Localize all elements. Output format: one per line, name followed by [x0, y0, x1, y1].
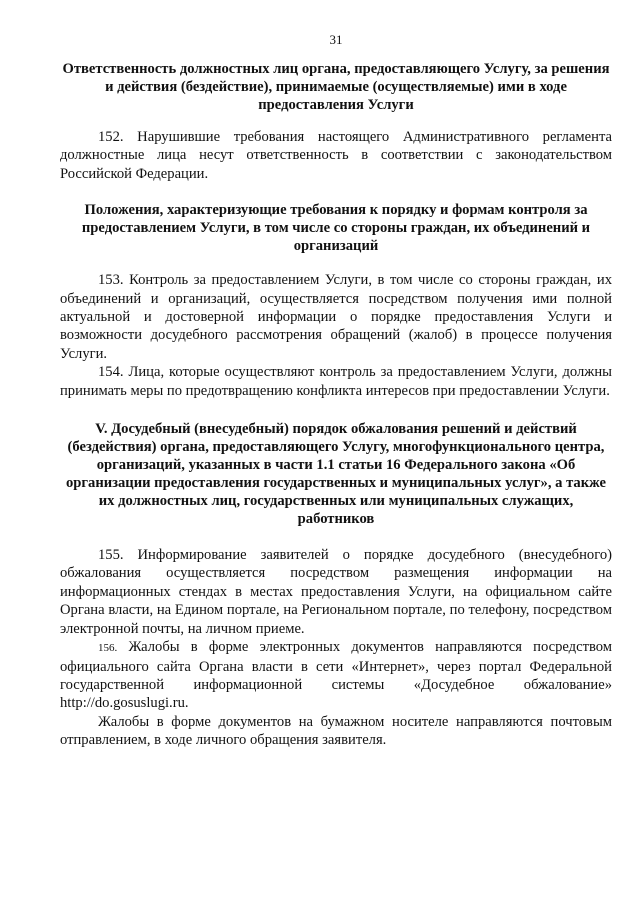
paragraph-154: 154. Лица, которые осуществляют контроль за предоставлением Услуги, должны принимать меры по предотвращению конфликта интересов при предоставлении Услуги. [60, 364, 612, 399]
document-page [60, 32, 612, 750]
section-heading-appeal: V. Досудебный (внесудебный) порядок обжалования решений и действий (бездействия) органа, предоставляющего Услугу, многофункционального центра, организаций, указанных в части 1.1 статьи 16 Федерального закона «Об организации предоставления государственных и муниципальных услуг», а также их должностных лиц, государственных или муниципальных служащих, работников [65, 421, 606, 528]
paragraph-156-text: Жалобы в форме электронных документов направляются посредством официального сайта Органа власти в сети «Интернет», через портал Федеральной государственной информационной системы «Досудебное обжалование» http://do.gosuslugi.ru. [60, 639, 612, 712]
section-heading-responsibility: Ответственность должностных лиц органа, предоставляющего Услугу, за решения и действия (бездействие), принимаемые (осуществляемые) ими в ходе предоставления Услуги [62, 61, 610, 113]
paragraph-156-number: 156. [98, 642, 118, 655]
page-number: 31 [329, 32, 343, 47]
paragraph-156 [60, 638, 612, 713]
paragraph-153: 153. Контроль за предоставлением Услуги, в том числе со стороны граждан, их объединений и организаций, осуществляется посредством получения ими полной актуальной и достоверной информации о порядке предоставления Услуги и возможности досудебного рассмотрения обращений (жалоб) в процессе получения Услуги. [60, 272, 612, 362]
paragraph-paper-complaints: Жалобы в форме документов на бумажном носителе направляются почтовым отправлением, в ходе личного обращения заявителя. [60, 713, 612, 749]
paragraph-155: 155. Информирование заявителей о порядке досудебного (внесудебного) обжалования осуществляется посредством размещения информации на информационных стендах в местах предоставления Услуги, на официальном сайте Органа власти, на Едином портале, на Региональном портале, по телефону, посредством электронной почты, на личном приеме. [60, 547, 612, 637]
section-heading-control: Положения, характеризующие требования к порядку и формам контроля за предоставлением Услуги, в том числе со стороны граждан, их объединений и организаций [81, 202, 591, 255]
paragraph-152: 152. Нарушившие требования настоящего Административного регламента должностные лица несут ответственность в соответствии с законодательством Российской Федерации. [60, 129, 612, 182]
